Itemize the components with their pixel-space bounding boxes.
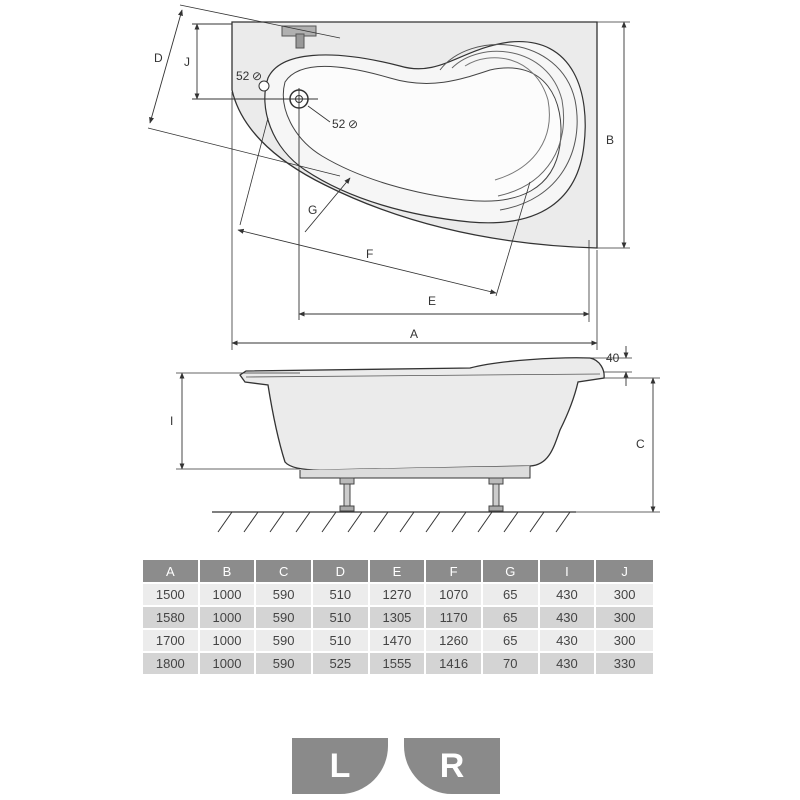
label-F: F (366, 247, 374, 261)
header-cell: I (540, 560, 597, 582)
table-cell: 430 (540, 607, 597, 628)
label-drain-lower: 52 (332, 117, 346, 131)
table-cell: 430 (540, 584, 597, 605)
dimensions-table (143, 558, 653, 676)
table-cell: 70 (483, 653, 540, 674)
header-cell: B (200, 560, 257, 582)
header-cell: F (426, 560, 483, 582)
table-cell: 590 (256, 630, 313, 651)
table-cell: 1260 (426, 630, 483, 651)
label-E: E (428, 294, 437, 308)
table-cell: 1470 (370, 630, 427, 651)
table-row (143, 630, 653, 651)
label-drain-upper: 52 (236, 69, 250, 83)
table-row (143, 584, 653, 605)
side-view (170, 346, 660, 532)
table-cell: 65 (483, 584, 540, 605)
label-C: C (636, 437, 645, 451)
table-cell: 1000 (200, 630, 257, 651)
table-cell: 300 (596, 630, 653, 651)
table-header-row (143, 560, 653, 582)
table-cell: 1500 (143, 584, 200, 605)
label-rim: 40 (606, 351, 620, 365)
leg-right (489, 478, 503, 511)
top-view (148, 5, 630, 350)
variant-right-button[interactable]: R (404, 738, 500, 794)
header-cell: G (483, 560, 540, 582)
table-cell: 510 (313, 584, 370, 605)
table-cell: 430 (540, 653, 597, 674)
table-cell: 300 (596, 607, 653, 628)
leg-left (340, 478, 354, 511)
table-cell: 1700 (143, 630, 200, 651)
table-cell: 1580 (143, 607, 200, 628)
label-G: G (308, 203, 318, 217)
header-cell: E (370, 560, 427, 582)
table-cell: 330 (596, 653, 653, 674)
table-cell: 590 (256, 607, 313, 628)
table-cell: 1305 (370, 607, 427, 628)
header-cell: J (596, 560, 653, 582)
table-cell: 1800 (143, 653, 200, 674)
table-cell: 430 (540, 630, 597, 651)
label-J: J (184, 55, 190, 69)
table-cell: 1270 (370, 584, 427, 605)
table-cell: 510 (313, 630, 370, 651)
label-A: A (410, 327, 419, 341)
header-cell: C (256, 560, 313, 582)
header-cell: D (313, 560, 370, 582)
table-cell: 1000 (200, 584, 257, 605)
table-cell: 1170 (426, 607, 483, 628)
table-cell: 300 (596, 584, 653, 605)
table-row (143, 653, 653, 674)
table-cell: 1000 (200, 653, 257, 674)
header-cell: A (143, 560, 200, 582)
table-cell: 65 (483, 607, 540, 628)
label-B: B (606, 133, 615, 147)
label-D: D (154, 51, 163, 65)
table-cell: 1070 (426, 584, 483, 605)
table-cell: 1416 (426, 653, 483, 674)
floor-hatch (218, 512, 570, 532)
svg-text:⊘: ⊘ (348, 117, 359, 131)
table-cell: 1000 (200, 607, 257, 628)
table-cell: 590 (256, 653, 313, 674)
table-cell: 590 (256, 584, 313, 605)
table-cell: 510 (313, 607, 370, 628)
svg-text:⊘: ⊘ (252, 69, 263, 83)
variant-left-button[interactable]: L (292, 738, 388, 794)
table-cell: 525 (313, 653, 370, 674)
label-I: I (170, 414, 174, 428)
table-row (143, 607, 653, 628)
table-cell: 1555 (370, 653, 427, 674)
table-cell: 65 (483, 630, 540, 651)
